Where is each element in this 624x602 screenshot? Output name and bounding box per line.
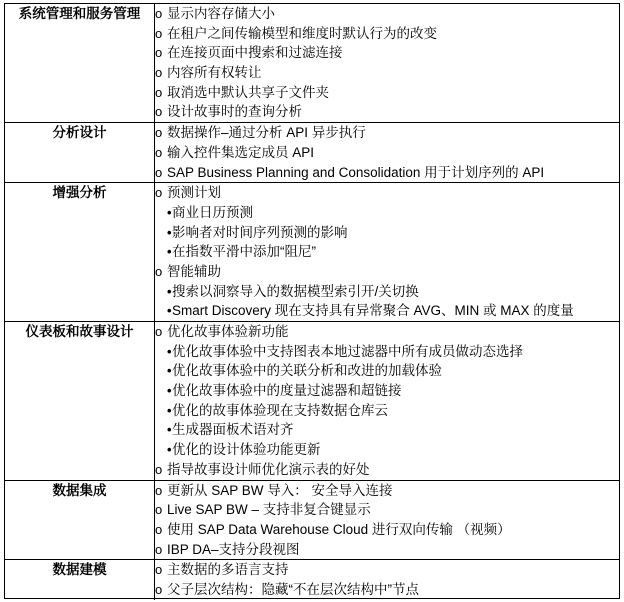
list-item-text: 生成器面板术语对齐: [172, 422, 294, 438]
list-item-text: 商业日历预测: [172, 204, 253, 220]
dot-bullet-icon: •: [167, 422, 172, 438]
circle-bullet-icon: o: [155, 104, 163, 120]
circle-bullet-icon: o: [155, 482, 163, 498]
list-item-text: 父子层次结构：隐藏“不在层次结构中”节点: [167, 581, 419, 597]
sub-list-item: [155, 401, 619, 421]
list-item: [155, 63, 619, 83]
sub-list-item: [155, 301, 619, 321]
sub-list-item: [155, 282, 619, 302]
list-item-text: 优化的故事体验现在支持数据仓库云: [172, 402, 388, 418]
circle-bullet-icon: o: [155, 502, 163, 518]
circle-bullet-icon: o: [155, 125, 163, 141]
list-item-text: 输入控件集选定成员 API: [167, 144, 315, 160]
dot-bullet-icon: •: [167, 363, 172, 379]
circle-bullet-icon: o: [155, 521, 163, 537]
list-item: [155, 262, 619, 282]
list-item: [155, 460, 619, 480]
list-item-text: 在租户之间传输模型和维度时默认行为的改变: [167, 25, 437, 41]
list-item: [155, 24, 619, 44]
category-cell: 仪表板和故事设计: [5, 322, 155, 481]
feature-table-body: [5, 4, 619, 600]
feature-list-cell: [155, 480, 620, 560]
list-item-text: 优化故事体验中支持图表本地过滤器中所有成员做动态选择: [172, 343, 523, 359]
list-item: [155, 143, 619, 163]
list-item-text: 指导故事设计师优化演示表的好处: [167, 461, 370, 477]
sub-list-item: [155, 420, 619, 440]
feature-list-cell: [155, 322, 620, 481]
list-item-text: 使用 SAP Data Warehouse Cloud 进行双向传输 （视频）: [167, 521, 511, 537]
sub-list-item: [155, 361, 619, 381]
list-item-text: SAP Business Planning and Consolidation 用于计划序列的 API: [167, 164, 545, 180]
circle-bullet-icon: o: [155, 25, 163, 41]
circle-bullet-icon: o: [155, 185, 163, 201]
feature-table-frame: [4, 3, 620, 599]
list-item-text: 预测计划: [167, 185, 221, 201]
table-row: [5, 4, 619, 123]
list-item-text: 取消选中默认共享子文件夹: [167, 84, 329, 100]
table-row: [5, 183, 619, 322]
list-item-text: 设计故事时的查询分析: [167, 104, 302, 120]
list-item-text: Live SAP BW – 支持非复合键显示: [167, 502, 371, 518]
list-item: [155, 43, 619, 63]
feature-table: [5, 4, 619, 600]
circle-bullet-icon: o: [155, 6, 163, 21]
list-item-text: 搜索以洞察导入的数据模型索引开/关切换: [172, 283, 419, 299]
dot-bullet-icon: •: [167, 224, 172, 240]
list-item: [155, 102, 619, 122]
category-cell: 增强分析: [5, 183, 155, 322]
list-item-text: 优化故事体验中的关联分析和改进的加载体验: [172, 363, 442, 379]
list-item-text: 内容所有权转让: [167, 65, 262, 81]
circle-bullet-icon: o: [155, 562, 163, 578]
sub-list-item: [155, 223, 619, 243]
sub-list-item: [155, 440, 619, 460]
category-cell: 数据建模: [5, 560, 155, 600]
circle-bullet-icon: o: [155, 164, 163, 180]
list-item-text: 影响者对时间序列预测的影响: [172, 224, 348, 240]
category-cell: 系统管理和服务管理: [5, 4, 155, 123]
list-item-text: 显示内容存储大小: [167, 6, 275, 21]
list-item-text: 优化故事体验新功能: [167, 324, 289, 339]
list-item: [155, 540, 619, 560]
category-cell: 数据集成: [5, 480, 155, 560]
table-row: [5, 480, 619, 560]
list-item: [155, 4, 619, 24]
list-item-text: 优化故事体验中的度量过滤器和超链接: [172, 383, 402, 399]
list-item-text: 智能辅助: [167, 263, 221, 279]
sub-list-item: [155, 203, 619, 223]
circle-bullet-icon: o: [155, 144, 163, 160]
sub-list-item: [155, 242, 619, 262]
list-item: [155, 560, 619, 580]
list-item: [155, 163, 619, 183]
dot-bullet-icon: •: [167, 303, 172, 319]
circle-bullet-icon: o: [155, 461, 163, 477]
list-item-text: Smart Discovery 现在支持具有异常聚合 AVG、MIN 或 MAX 的度量: [172, 303, 574, 319]
feature-list-cell: [155, 560, 620, 600]
category-cell: 分析设计: [5, 123, 155, 183]
list-item: [155, 520, 619, 540]
table-row: [5, 322, 619, 481]
list-item: [155, 580, 619, 600]
list-item-text: 在指数平滑中添加“阻尼”: [172, 244, 316, 260]
dot-bullet-icon: •: [167, 283, 172, 299]
table-row: [5, 560, 619, 600]
feature-list-cell: [155, 183, 620, 322]
list-item-text: 更新从 SAP BW 导入： 安全导入连接: [167, 482, 393, 498]
list-item-text: 数据操作–通过分析 API 异步执行: [167, 125, 366, 141]
list-item-text: 主数据的多语言支持: [167, 562, 289, 578]
dot-bullet-icon: •: [167, 244, 172, 260]
list-item-text: 在连接页面中搜索和过滤连接: [167, 45, 343, 61]
table-row: [5, 123, 619, 183]
list-item-text: 优化的设计体验功能更新: [172, 442, 321, 458]
dot-bullet-icon: •: [167, 442, 172, 458]
sub-list-item: [155, 381, 619, 401]
circle-bullet-icon: o: [155, 65, 163, 81]
dot-bullet-icon: •: [167, 383, 172, 399]
circle-bullet-icon: o: [155, 45, 163, 61]
circle-bullet-icon: o: [155, 263, 163, 279]
dot-bullet-icon: •: [167, 402, 172, 418]
list-item: [155, 183, 619, 203]
list-item: [155, 83, 619, 103]
circle-bullet-icon: o: [155, 541, 163, 557]
dot-bullet-icon: •: [167, 343, 172, 359]
circle-bullet-icon: o: [155, 84, 163, 100]
dot-bullet-icon: •: [167, 204, 172, 220]
feature-list-cell: [155, 123, 620, 183]
circle-bullet-icon: o: [155, 581, 163, 597]
list-item: [155, 322, 619, 342]
sub-list-item: [155, 342, 619, 362]
list-item-text: IBP DA–支持分段视图: [167, 541, 300, 557]
circle-bullet-icon: o: [155, 324, 163, 339]
feature-list-cell: [155, 4, 620, 123]
list-item: [155, 481, 619, 501]
list-item: [155, 123, 619, 143]
list-item: [155, 500, 619, 520]
